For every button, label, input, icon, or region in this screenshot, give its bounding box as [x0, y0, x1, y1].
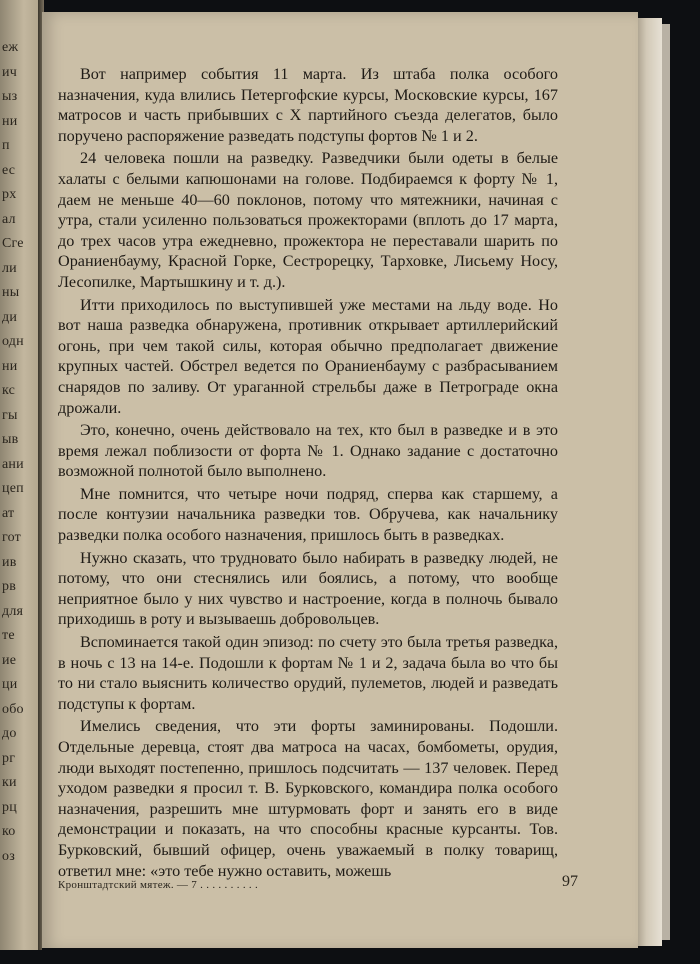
adjacent-page-text-fragment: одн	[2, 334, 24, 349]
adjacent-page-text-fragment: рв	[2, 579, 17, 594]
adjacent-page-text-fragment: ич	[2, 64, 17, 80]
adjacent-page-text-fragment: ны	[2, 285, 20, 300]
paragraph: Вот например события 11 марта. Из штаба полка особого назначения, куда влились Петергофские курсы, Московские курсы, 167 матросов и часть прибывших с X партийного съезда делегатов, было поручено распоряжение разведать подступы фортов № 1 и 2.	[58, 65, 558, 145]
paragraph: Мне помнится, что четыре ночи подряд, сперва как старшему, а после контузии начальника разведки тов. Обручева, как начальнику разведки полка особого назначения, пришлось быть в разведках.	[58, 484, 558, 545]
adjacent-page-text-fragment: ани	[2, 456, 24, 472]
adjacent-page-text-fragment: еж	[2, 40, 19, 55]
adjacent-page-text-fragment: до	[2, 726, 17, 741]
adjacent-page-text-fragment: гот	[2, 530, 21, 545]
adjacent-page-text-fragment: ни	[2, 113, 18, 129]
adjacent-page-text-fragment: ие	[2, 652, 17, 668]
adjacent-page-fragment	[0, 0, 40, 950]
adjacent-page-text-fragment: рх	[2, 187, 17, 202]
adjacent-page-text-fragment: рг	[2, 750, 16, 766]
adjacent-page-text-fragment: ыв	[2, 432, 19, 447]
adjacent-page-text-fragment: п	[2, 138, 10, 153]
adjacent-page-text-fragment: те	[2, 628, 15, 643]
page-stack-edge-outer	[662, 24, 670, 940]
adjacent-page-text-fragment: для	[2, 603, 24, 619]
adjacent-page-text-fragment: ат	[2, 505, 15, 521]
paragraph: Итти приходилось по выступившей уже местами на льду воде. Но вот наша разведка обнаружена, противник открывает артиллерийский огонь, при чем такой силы, которая обычно предполагает движение крупных частей. Обстрел ведется по Ораниенбауму с разбрасыванием снарядов по заливу. От ураганной стрельбы даже в Петрограде окна дрожали.	[58, 295, 558, 417]
paragraph: Это, конечно, очень действовало на тех, кто был в разведке и в это время лежал поблизости от форта № 1. Однако задание с достаточно возможной полнотой было выполнено.	[58, 421, 558, 481]
adjacent-page-text-fragment: ли	[2, 260, 17, 276]
adjacent-page-text-fragment: ци	[2, 677, 18, 692]
adjacent-page-text-fragment: ив	[2, 554, 17, 570]
page-body-text	[58, 64, 558, 883]
background-shadow	[42, 948, 682, 964]
adjacent-page-text-fragment: ко	[2, 824, 16, 839]
adjacent-page-text-fragment: гы	[2, 407, 18, 423]
page-stack-edge	[636, 18, 662, 946]
paragraph: Вспоминается такой один эпизод: по счету это была третья разведка, в ночь с 13 на 14-е. Подошли к фортам № 1 и 2, задача была во что бы то ни стало выяснить количество орудий, пулеметов, людей и разведать подступы к фортам.	[58, 633, 558, 713]
adjacent-page-text-fragment: цеп	[2, 481, 24, 496]
adjacent-page-text-fragment: рц	[2, 799, 17, 815]
adjacent-page-text-fragment: ди	[2, 309, 18, 325]
adjacent-page-text-fragment: ки	[2, 775, 17, 790]
page-footer	[58, 873, 578, 895]
paragraph: 24 человека пошли на разведку. Разведчики были одеты в белые халаты с белыми капюшонами на голове. Подбираемся к форту № 1, даем не меньше 40—60 поклонов, потому что мятежники, начиная с утра, стали усиленно пользоваться прожекторами (вплоть до 17 марта, до трех часов утра ежедневно, прожектора не переставали шарить по Ораниенбауму, Красной Горке, Сестрорецку, Тарховке, Лисьему Носу, Лесопилке, Мартышкину и т. д.).	[58, 149, 558, 291]
adjacent-page-text-fragment: оз	[2, 848, 15, 864]
printer-signature: Кронштадтский мятеж. — 7 . . . . . . . . . .	[58, 879, 259, 891]
adjacent-page-text-fragment: Сге	[2, 236, 24, 251]
adjacent-page-text-fragment: кс	[2, 383, 16, 398]
page-number: 97	[562, 873, 578, 890]
adjacent-page-text-fragment: обо	[2, 701, 24, 717]
paragraph: Нужно сказать, что трудновато было набирать в разведку людей, не потому, что они стеснялись или боялись, а потому, что вообще неприятное было у них чувство и настроение, когда в полночь бывало приходишь в роту и вызываешь добровольцев.	[58, 548, 558, 629]
adjacent-page-text-fragment: ыз	[2, 89, 18, 104]
adjacent-page-text-fragment: ал	[2, 211, 16, 227]
paragraph: Имелись сведения, что эти форты заминированы. Подошли. Отдельные деревца, стоят два матроса на часах, бомбометы, орудия, люди выходят постепенно, пришлось подсчитать — 137 человек. Перед уходом разведки я просил т. В. Бурковского, командира полка особого назначения, разрешить мне штурмовать форт и занять его в виде демонстрации и показать, на что способны красные курсанты. Тов. Бурковский, бывший офицер, очень уважаемый в полку товарищ, ответил мне: «это тебе нужно оставить, можешь	[58, 717, 558, 880]
adjacent-page-text-fragment: ни	[2, 358, 18, 374]
adjacent-page-text-fragment: ес	[2, 162, 16, 178]
